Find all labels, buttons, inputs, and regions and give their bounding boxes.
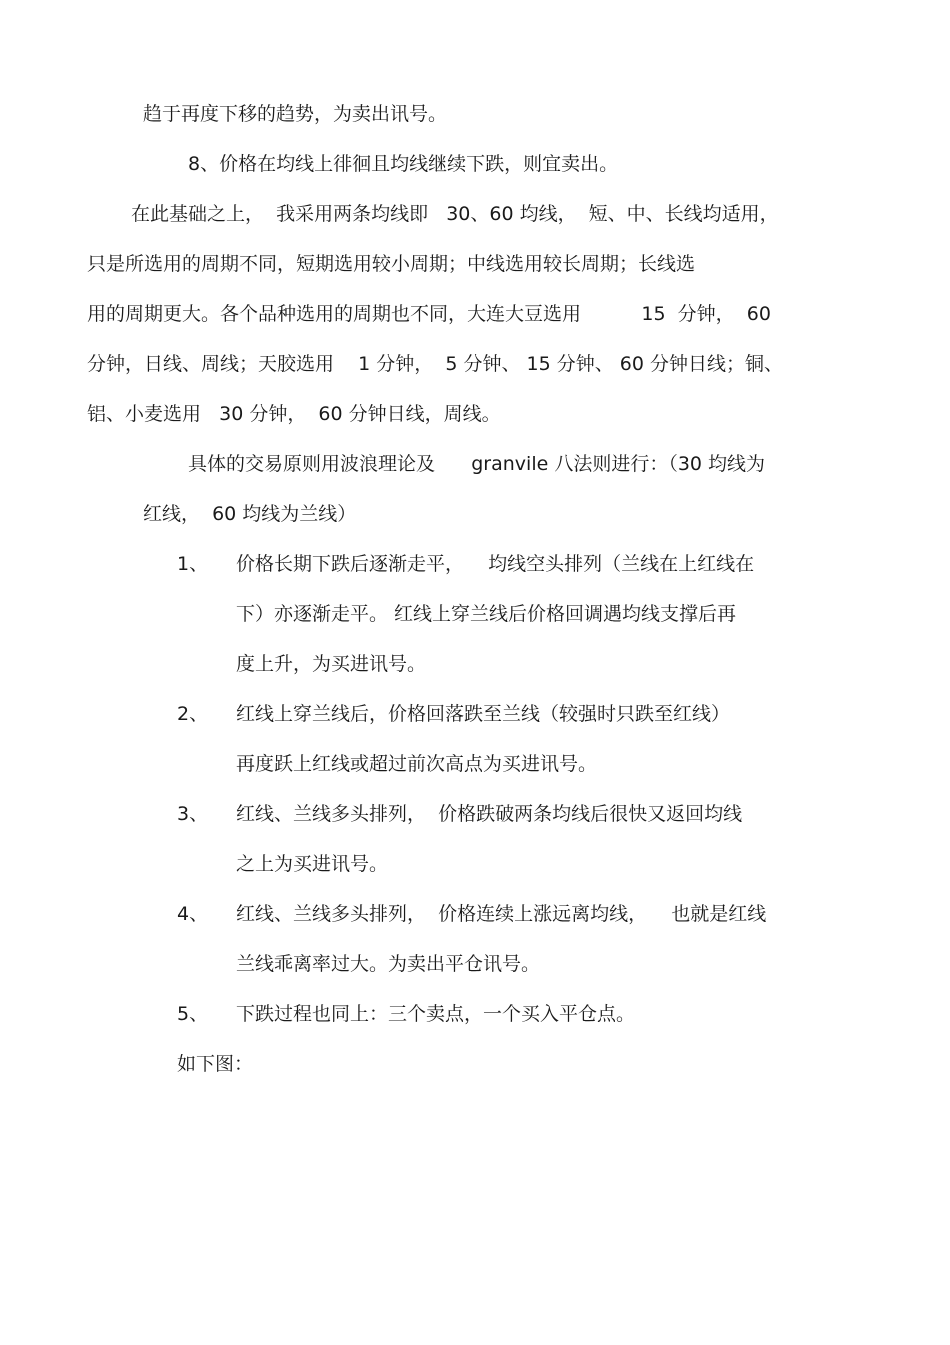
rule-number: 4、 bbox=[177, 903, 209, 925]
rule-number: 1、 bbox=[177, 553, 209, 575]
periods-line-5: 铝、小麦选用 30 分钟， 60 分钟日线，周线。 bbox=[87, 403, 501, 425]
rule-text-line: 红线、兰线多头排列， 价格跌破两条均线后很快又返回均线 bbox=[236, 803, 743, 825]
intro-line-2: 8、价格在均线上徘徊且均线继续下跌，则宜卖出。 bbox=[188, 153, 619, 175]
periods-line-4: 分钟，日线、周线；天胶选用 1 分钟， 5 分钟、 15 分钟、 60 分钟日线；铜、 bbox=[87, 353, 784, 375]
periods-line-1: 在此基础之上， 我采用两条均线即 30、60 均线， 短、中、长线均适用， bbox=[131, 203, 779, 225]
principle-line-1: 具体的交易原则用波浪理论及 granvile 八法则进行：（30 均线为 bbox=[188, 453, 766, 475]
rule-number: 3、 bbox=[177, 803, 209, 825]
rule-text-line: 兰线乖离率过大。为卖出平仓讯号。 bbox=[236, 953, 541, 975]
rule-text-line: 度上升，为买进讯号。 bbox=[236, 653, 427, 675]
rule-text-line: 下跌过程也同上：三个卖点，一个买入平仓点。 bbox=[236, 1003, 636, 1025]
periods-line-3: 用的周期更大。各个品种选用的周期也不同，大连大豆选用 15 分钟， 60 bbox=[87, 303, 771, 325]
rule-text-line: 再度跃上红线或超过前次高点为买进讯号。 bbox=[236, 753, 598, 775]
rule-text-line: 红线上穿兰线后，价格回落跌至兰线（较强时只跌至红线） bbox=[236, 703, 731, 725]
periods-line-2: 只是所选用的周期不同，短期选用较小周期；中线选用较长周期；长线选 bbox=[87, 253, 696, 275]
rule-text-line: 之上为买进讯号。 bbox=[236, 853, 389, 875]
rule-text-line: 价格长期下跌后逐渐走平， 均线空头排列（兰线在上红线在 bbox=[236, 553, 755, 575]
intro-line-1: 趋于再度下移的趋势，为卖出讯号。 bbox=[143, 103, 448, 125]
principle-line-2: 红线， 60 均线为兰线） bbox=[143, 503, 357, 525]
rule-number: 2、 bbox=[177, 703, 209, 725]
rule-text-line: 红线、兰线多头排列， 价格连续上涨远离均线， 也就是红线 bbox=[236, 903, 767, 925]
figure-caption: 如下图： bbox=[177, 1053, 254, 1075]
rule-text-line: 下）亦逐渐走平。 红线上穿兰线后价格回调遇均线支撑后再 bbox=[236, 603, 737, 625]
rule-number: 5、 bbox=[177, 1003, 209, 1025]
